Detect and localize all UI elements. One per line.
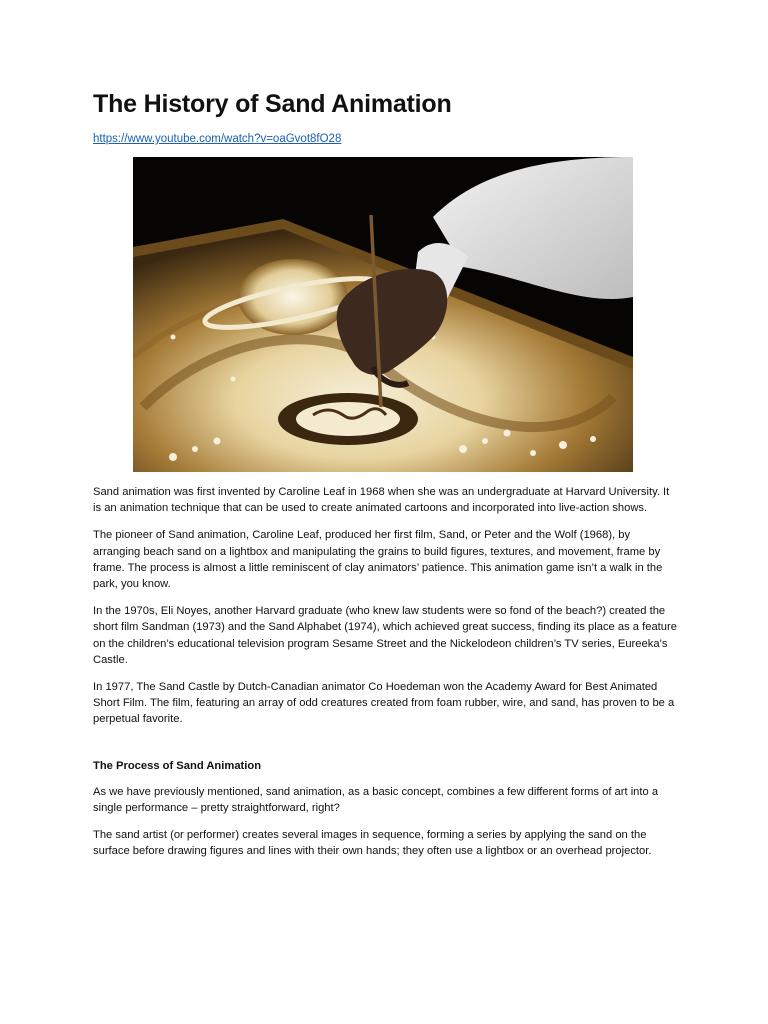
page-title: The History of Sand Animation [93,90,452,118]
sand-animation-photo [133,157,633,472]
sand-art-illustration [133,157,633,472]
paragraph-2: The pioneer of Sand animation, Caroline Leaf, produced her first film, Sand, or Peter and the Wolf (1968), by arranging beach sand on a lightbox and manipulating the grains to build figures, textures, and movement, frame by frame. The process is almost a little reminiscent of clay animators’ patience. This animation game isn’t a walk in the park, you know. [93,529,663,591]
paragraph-1: Sand animation was first invented by Caroline Leaf in 1968 when she was an undergraduate at Harvard University. It is an animation technique that can be used to create animated cartoons and incorporated into live-action shows. [93,486,670,515]
youtube-link[interactable]: https://www.youtube.com/watch?v=oaGvot8fO28 [93,133,342,145]
paragraph-3: In the 1970s, Eli Noyes, another Harvard graduate (who knew law students were so fond of the beach?) created the short film Sandman (1973) and the Sand Alphabet (1974), which achieved great success, finding its place as a feature on the children’s educational television program Sesame Street and the Nickelodeon children’s TV series, Eureeka’s Castle. [93,605,677,666]
section-paragraph-2: The sand artist (or performer) creates several images in sequence, forming a series by applying the sand on the surface before drawing figures and lines with their own hands; they often use a lightbox or an overhead projector. [93,829,652,858]
section-paragraph-1: As we have previously mentioned, sand animation, as a basic concept, combines a few different forms of art into a single performance – pretty straightforward, right? [93,785,659,814]
section-heading: The Process of Sand Animation [93,759,262,772]
document-body [93,86,677,870]
paragraph-4: In 1977, The Sand Castle by Dutch-Canadian animator Co Hoedeman won the Academy Award for Best Animated Short Film. The film, featuring an array of odd creatures created from foam rubber, wire, and sand, has proven to be a perpetual favorite. [93,681,675,726]
